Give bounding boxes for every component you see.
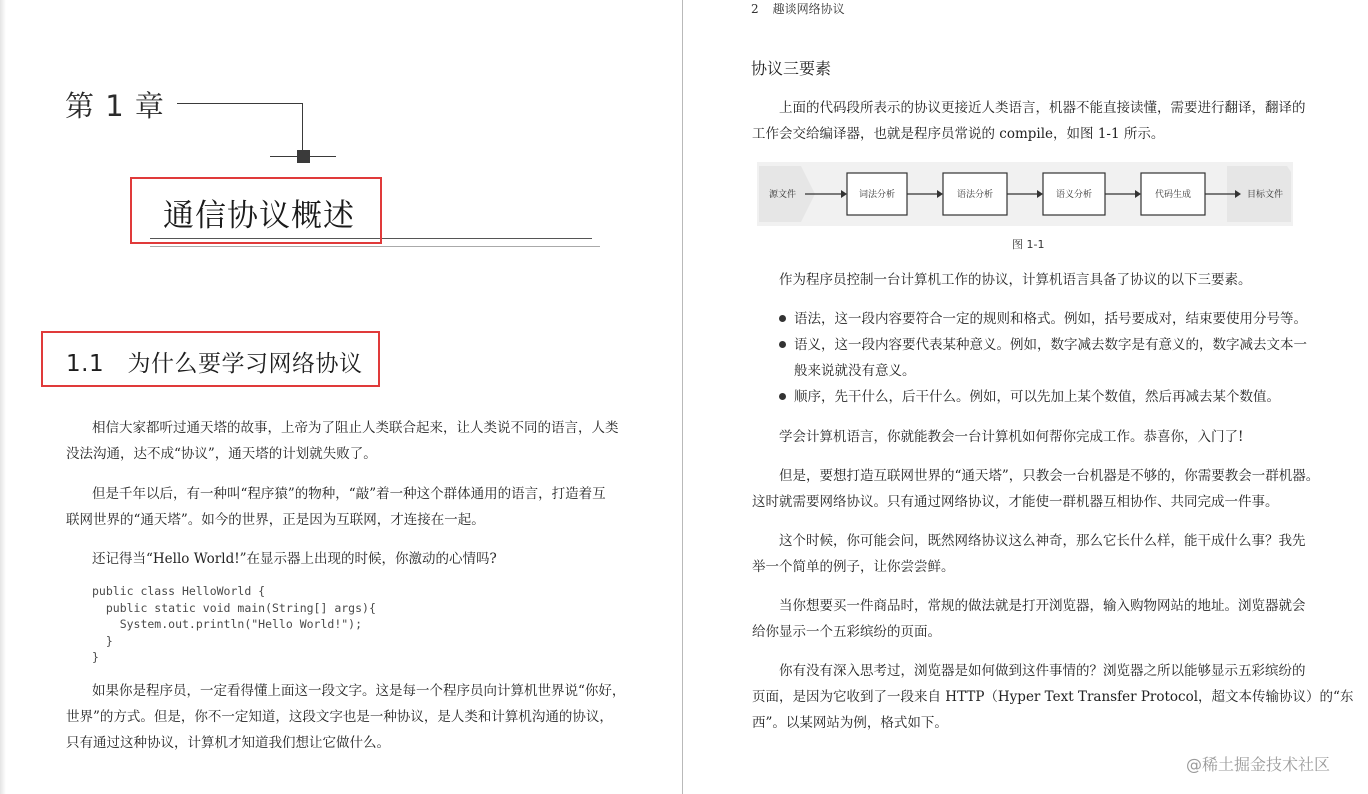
paragraph-line: 但是，要想打造互联网世界的“通天塔”，只教会一台机器是不够的，你需要教会一群机器。 <box>779 468 1320 484</box>
code-block <box>92 583 376 666</box>
chapter-rule-horizontal <box>177 103 303 104</box>
paragraph-line: 作为程序员控制一台计算机工作的协议，计算机语言具备了协议的以下三要素。 <box>779 272 1252 288</box>
paragraph-line: 这个时候，你可能会问，既然网络协议这么神奇，那么它长什么样，能干成什么事？我先 <box>779 533 1306 549</box>
paragraph-line: 这时就需要网络协议。只有通过网络协议，才能使一群机器互相协作、共同完成一件事。 <box>752 494 1279 510</box>
paragraph-line: 联网世界的“通天塔”。如今的世界，正是因为互联网，才连接在一起。 <box>66 512 485 528</box>
paragraph-line: 当你想要买一件商品时，常规的做法就是打开浏览器，输入购物网站的地址。浏览器就会 <box>779 598 1306 614</box>
bullet-item <box>779 306 1307 332</box>
chapter-title-underline-2 <box>150 246 600 247</box>
bullet-item <box>779 384 1280 410</box>
paragraph-line: 只有通过这种协议，计算机才知道我们想让它做什么。 <box>66 735 390 751</box>
figure-step-semantic: 语义分析 <box>1055 190 1093 200</box>
paragraph-line: 如果你是程序员，一定看得懂上面这一段文字。这是每一个程序员向计算机世界说“你好， <box>92 683 626 699</box>
chapter-title: 通信协议概述 <box>163 198 355 234</box>
bullet-text: 语法，这一段内容要符合一定的规则和格式。例如，括号要成对，结束要使用分号等。 <box>794 311 1307 327</box>
bullet-dot <box>779 341 786 348</box>
bullet-dot <box>779 315 786 322</box>
chapter-rule-square <box>297 150 310 163</box>
code-line: public static void main(String[] args){ <box>92 600 376 615</box>
paragraph-line: 世界”的方式。但是，你不一定知道，这段文字也是一种协议，是人类和计算机沟通的协议， <box>66 709 613 725</box>
chapter-rule-vertical <box>302 103 303 151</box>
running-head-title: 趣谈网络协议 <box>772 2 845 16</box>
paragraph-line: 举一个简单的例子，让你尝尝鲜。 <box>752 559 955 575</box>
paragraph-line: 西”。以某网站为例，格式如下。 <box>752 715 948 731</box>
paragraph-line: 但是千年以后，有一种叫“程序猿”的物种，“敲”着一种这个群体通用的语言，打造着互 <box>92 486 606 502</box>
bullet-item <box>779 332 1307 358</box>
paragraph-line: 学会计算机语言，你就能教会一台计算机如何帮你完成工作。恭喜你，入门了! <box>779 429 1244 445</box>
paragraph-line: 还记得当“Hello World!”在显示器上出现的时候，你激动的心情吗? <box>92 551 497 567</box>
figure-step-codegen: 代码生成 <box>1154 190 1192 200</box>
page-number: 2 <box>751 2 759 16</box>
paragraph-line: 工作会交给编译器，也就是程序员常说的 compile，如图 1-1 所示。 <box>752 126 1165 142</box>
paragraph-line: 般来说就没有意义。 <box>794 363 916 379</box>
code-line: public class HelloWorld { <box>92 584 266 598</box>
paragraph-line: 页面，是因为它收到了一段来自 HTTP（Hyper Text Transfer Protocol，超文本传输协议）的“东 <box>752 689 1354 705</box>
paragraph-line: 上面的代码段所表示的协议更接近人类语言，机器不能直接读懂，需要进行翻译，翻译的 <box>779 100 1306 116</box>
chapter-label: 第 1 章 <box>65 89 165 123</box>
section-title-highlight-box <box>41 331 380 387</box>
paragraph-line: 给你显示一个五彩缤纷的页面。 <box>752 624 941 640</box>
figure-caption: 图 1-1 <box>1012 238 1045 251</box>
section-title: 1.1 为什么要学习网络协议 <box>66 351 363 377</box>
figure-source-label: 源文件 <box>769 190 797 200</box>
bullet-text: 语义，这一段内容要代表某种意义。例如，数字减去数字是有意义的，数字减去文本一 <box>794 337 1307 353</box>
chapter-title-highlight-box <box>130 177 382 244</box>
paragraph-line: 没法沟通，达不成“协议”，通天塔的计划就失败了。 <box>66 446 377 462</box>
code-line: } <box>92 650 99 664</box>
left-page <box>0 0 683 794</box>
bullet-text: 顺序，先干什么，后干什么。例如，可以先加上某个数值，然后再减去某个数值。 <box>794 389 1280 405</box>
code-line: } <box>92 633 113 648</box>
figure-step-syntax: 语法分析 <box>956 190 994 200</box>
subsection-heading: 协议三要素 <box>751 59 832 78</box>
paragraph-line: 你有没有深入思考过，浏览器是如何做到这件事情的？浏览器之所以能够显示五彩缤纷的 <box>779 663 1306 679</box>
figure-step-lexical: 词法分析 <box>858 190 896 200</box>
paragraph-line: 相信大家都听过通天塔的故事，上帝为了阻止人类联合起来，让人类说不同的语言，人类 <box>92 420 619 436</box>
code-line: System.out.println("Hello World!"); <box>92 617 363 631</box>
page-edge-shadow <box>0 0 6 794</box>
watermark: @稀土掘金技术社区 <box>1186 755 1331 774</box>
bullet-dot <box>779 393 786 400</box>
running-header <box>751 0 845 17</box>
figure-target-label: 目标文件 <box>1247 190 1284 200</box>
compiler-pipeline-figure <box>757 162 1293 226</box>
